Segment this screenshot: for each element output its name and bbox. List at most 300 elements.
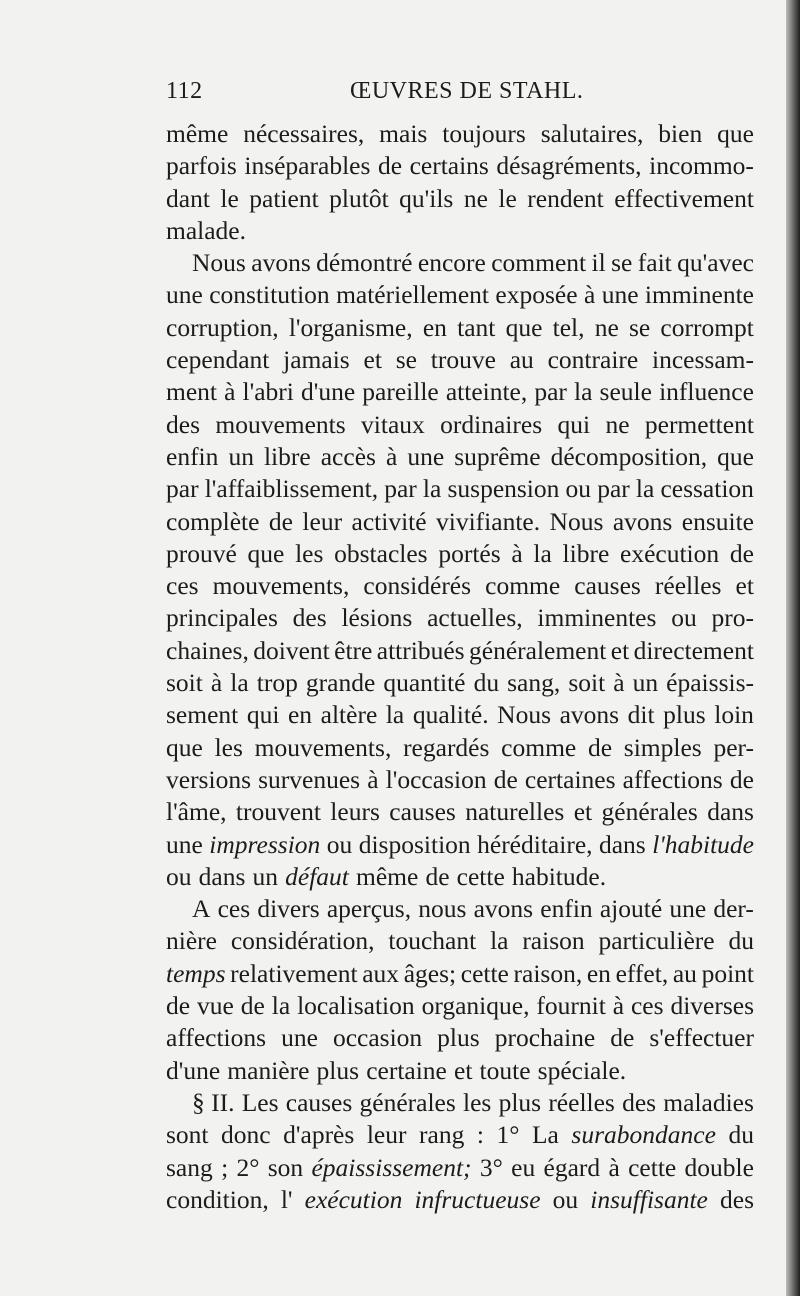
- word: naturelles: [465, 797, 565, 827]
- word: ensuite: [681, 506, 754, 536]
- word: les: [295, 538, 324, 568]
- word: pro-: [711, 603, 754, 633]
- word: mouvements: [215, 409, 346, 439]
- word: affections: [622, 764, 723, 794]
- word: à: [612, 991, 625, 1021]
- word: une: [166, 280, 203, 310]
- word: contraire: [547, 345, 639, 375]
- word: lésions: [341, 603, 413, 633]
- word: à: [613, 668, 625, 698]
- word: certaine: [366, 1055, 447, 1085]
- word: enfin: [540, 894, 593, 924]
- word: l'âme,: [166, 797, 227, 827]
- text-line: [166, 570, 754, 602]
- word: de: [240, 991, 265, 1021]
- word: avons: [251, 248, 311, 278]
- word: ;: [221, 1152, 229, 1182]
- word: une: [166, 829, 203, 859]
- word: localisation: [297, 991, 415, 1021]
- word: particulière: [598, 926, 715, 956]
- word: causes: [285, 1087, 353, 1117]
- word: de: [493, 764, 518, 794]
- word: plus: [663, 700, 706, 730]
- word: leur: [302, 506, 343, 536]
- word: la: [271, 991, 291, 1021]
- word: qu'avec: [677, 248, 754, 278]
- word: épaissis-: [666, 668, 754, 698]
- word: qui: [557, 409, 591, 439]
- italic-word: impression: [209, 829, 321, 859]
- word: comment: [491, 248, 587, 278]
- text-line: [166, 1119, 754, 1151]
- word: plus: [498, 1087, 542, 1117]
- word: soit: [166, 668, 203, 698]
- text-line: [166, 635, 754, 667]
- running-head: [166, 78, 756, 114]
- word: réelles: [654, 571, 722, 601]
- word: principales: [166, 603, 278, 633]
- word: l': [280, 1184, 293, 1214]
- word: générales: [359, 1087, 456, 1117]
- italic-word: temps: [166, 958, 226, 988]
- word: l'occasion: [385, 764, 487, 794]
- word: manière: [227, 1055, 310, 1085]
- word: suprême: [454, 441, 541, 471]
- word: activité: [351, 506, 427, 536]
- text-line: [166, 1087, 754, 1119]
- word: rendent: [527, 183, 604, 213]
- word: plutôt: [329, 183, 389, 213]
- word: Les: [241, 1087, 279, 1117]
- word: à: [583, 280, 596, 310]
- word: leurs: [330, 797, 380, 827]
- word: un: [252, 861, 278, 891]
- word: Nous: [192, 248, 246, 278]
- word: qui: [246, 700, 280, 730]
- word: du: [728, 926, 754, 956]
- word: obstacles: [334, 538, 428, 568]
- word: vue: [197, 991, 234, 1021]
- word: simples: [623, 732, 702, 762]
- word: altère: [320, 700, 378, 730]
- word: des: [292, 603, 327, 633]
- word: la: [490, 926, 509, 956]
- word: de: [610, 1023, 635, 1053]
- word: divers: [257, 894, 320, 924]
- word: la: [635, 474, 655, 504]
- word: trop: [256, 668, 298, 698]
- word: complète: [166, 506, 260, 536]
- word: par: [384, 474, 417, 504]
- word: jamais: [283, 345, 350, 375]
- word: le: [498, 183, 517, 213]
- word: ne: [594, 312, 619, 342]
- word: générales: [601, 797, 698, 827]
- word: habitude.: [511, 861, 607, 891]
- word: la: [533, 538, 552, 568]
- text-line: [166, 764, 754, 796]
- word: ou: [565, 474, 592, 504]
- word: prouvé: [166, 538, 237, 568]
- word: de: [587, 732, 613, 762]
- word: de: [377, 151, 403, 181]
- word: la: [230, 668, 249, 698]
- word: sang,: [507, 668, 561, 698]
- word: patient: [249, 183, 319, 213]
- word: fait: [637, 248, 672, 278]
- word: toute: [479, 1055, 531, 1085]
- word: leur: [366, 1120, 407, 1150]
- text-line: [166, 893, 754, 925]
- text-line: [166, 150, 754, 182]
- word: à: [367, 764, 379, 794]
- word: causes: [389, 797, 456, 827]
- word: atteinte,: [445, 377, 528, 407]
- word: exécution: [620, 538, 720, 568]
- word: qu'ils: [399, 183, 454, 213]
- text-line: [166, 1055, 754, 1087]
- word: certains: [409, 151, 489, 181]
- word: suspension: [447, 474, 560, 504]
- word: portés: [438, 538, 501, 568]
- word: effectivement: [614, 183, 754, 213]
- word: l'abri: [242, 377, 294, 407]
- word: survenues: [258, 764, 361, 794]
- text-line: [166, 861, 754, 893]
- running-title: ŒUVRES DE STAHL.: [350, 78, 584, 104]
- word: que: [717, 441, 754, 471]
- word: une: [669, 894, 707, 924]
- word: toujours: [442, 119, 526, 148]
- word: et: [735, 571, 754, 601]
- word: un: [632, 668, 659, 698]
- text-line: [166, 247, 754, 279]
- word: occasion: [332, 1023, 423, 1053]
- word: des: [720, 1184, 754, 1214]
- word: d'une: [166, 1055, 221, 1085]
- word: nécessaires,: [243, 119, 365, 148]
- word: 1°: [496, 1120, 520, 1150]
- word: d'après: [283, 1120, 355, 1150]
- word: une: [407, 441, 445, 471]
- word: mouvements,: [212, 571, 350, 601]
- word: sang: [166, 1152, 213, 1182]
- text-line: [166, 1152, 754, 1184]
- word: considération,: [230, 926, 375, 956]
- word: une: [281, 1023, 318, 1053]
- word: un: [228, 441, 254, 471]
- word: actuelles,: [427, 603, 523, 633]
- word: versions: [166, 764, 251, 794]
- word: dans: [598, 829, 646, 859]
- word: exposée: [495, 280, 578, 310]
- italic-word: exécution: [304, 1184, 403, 1214]
- word: rang: [419, 1120, 465, 1150]
- word: attribués: [376, 635, 465, 665]
- word: décomposition,: [550, 441, 708, 471]
- word: organique,: [421, 991, 530, 1021]
- word: de: [166, 991, 191, 1021]
- word: avons: [559, 700, 620, 730]
- word: se: [395, 345, 417, 375]
- text-line: [166, 376, 754, 408]
- word: des: [622, 1087, 657, 1117]
- word: influence: [659, 377, 754, 407]
- text-line: [166, 312, 754, 344]
- word: ou: [552, 1184, 579, 1214]
- word: prochaine: [494, 1023, 596, 1053]
- word: aux: [362, 958, 400, 988]
- word: :: [476, 1120, 484, 1150]
- word: la: [422, 474, 442, 504]
- word: soit: [568, 668, 606, 698]
- word: quantité: [383, 668, 466, 698]
- italic-word: l'habitude: [652, 829, 754, 859]
- word: s'effectuer: [649, 1023, 754, 1053]
- italic-word: surabondance: [571, 1120, 716, 1150]
- word: constitution: [209, 280, 330, 310]
- word: sement: [166, 700, 239, 730]
- word: plus: [316, 1055, 360, 1085]
- word: mouvements,: [254, 732, 392, 762]
- text-line: [166, 699, 754, 731]
- text-line: [166, 473, 754, 505]
- word: parfois: [166, 151, 237, 181]
- italic-word: infructueuse: [414, 1184, 541, 1214]
- word: libre: [263, 441, 311, 471]
- word: malade.: [166, 215, 246, 245]
- text-line: [166, 279, 754, 311]
- word: l'organisme,: [288, 312, 413, 342]
- text-line: [166, 538, 754, 570]
- word: vitaux: [361, 409, 425, 439]
- word: par: [597, 474, 630, 504]
- word: ces: [166, 571, 199, 601]
- word: l'affaiblissement,: [204, 474, 379, 504]
- text-line: [166, 1184, 754, 1216]
- word: ment: [166, 377, 217, 407]
- word: incessam-: [652, 345, 754, 375]
- word: der-: [713, 894, 754, 924]
- text-line: [166, 409, 754, 441]
- word: dans: [707, 797, 754, 827]
- word: le: [220, 183, 239, 213]
- word: ces: [217, 894, 251, 924]
- word: eu: [511, 1152, 536, 1182]
- text-line: [166, 990, 754, 1022]
- word: dant: [166, 183, 210, 213]
- word: plus: [437, 1023, 480, 1053]
- word: tant: [457, 312, 496, 342]
- word: diverses: [670, 991, 754, 1021]
- word: touchant: [388, 926, 477, 956]
- text-line: [166, 215, 754, 247]
- word: démontré: [316, 248, 413, 278]
- word: regardés: [403, 732, 490, 762]
- word: doivent: [253, 635, 330, 665]
- word: par: [534, 377, 567, 407]
- word: grande: [305, 668, 376, 698]
- word: la: [574, 377, 593, 407]
- word: de: [729, 764, 754, 794]
- word: considérés: [363, 571, 472, 601]
- word: à: [224, 377, 236, 407]
- word: et: [573, 797, 593, 827]
- word: trouvent: [235, 797, 321, 827]
- word: de: [425, 861, 450, 891]
- word: même: [166, 119, 229, 148]
- word: cette: [628, 1152, 677, 1182]
- word: ne: [463, 183, 488, 213]
- word: per-: [713, 732, 754, 762]
- word: se: [611, 248, 633, 278]
- word: dit: [627, 700, 655, 730]
- word: au: [672, 958, 697, 988]
- word: à: [608, 1152, 620, 1182]
- word: réelles: [548, 1087, 615, 1117]
- word: que: [247, 538, 285, 568]
- word: avons: [612, 506, 673, 536]
- word: cessation: [660, 474, 754, 504]
- text-line: [166, 344, 754, 376]
- word: que: [717, 119, 754, 148]
- word: maladies: [663, 1087, 754, 1117]
- word: libre: [562, 538, 610, 568]
- word: 2°: [236, 1152, 260, 1182]
- text-line: [166, 1022, 754, 1054]
- text-line: [166, 506, 754, 538]
- word: seule: [599, 377, 652, 407]
- word: désagréments,: [496, 151, 642, 181]
- word: A: [192, 894, 211, 924]
- word: tel,: [552, 312, 585, 342]
- word: sont: [166, 1120, 209, 1150]
- word: raison: [522, 926, 585, 956]
- word: même: [356, 861, 419, 891]
- word: point: [701, 958, 754, 988]
- word: trouve: [430, 345, 496, 375]
- word: par: [166, 474, 199, 504]
- word: causes: [574, 571, 641, 601]
- word: incommo-: [649, 151, 754, 181]
- word: âges;: [403, 958, 457, 988]
- word: ou: [166, 861, 192, 891]
- word: à: [210, 668, 223, 698]
- body-text: [166, 118, 754, 1216]
- text-line: [166, 829, 754, 861]
- word: condition,: [166, 1184, 269, 1214]
- word: se: [628, 312, 651, 342]
- word: ces: [630, 991, 664, 1021]
- word: de: [268, 506, 293, 536]
- word: comme: [485, 571, 561, 601]
- word: à: [511, 538, 523, 568]
- word: généralement: [469, 635, 607, 665]
- word: ou: [671, 603, 697, 633]
- word: en: [586, 958, 611, 988]
- word: certaines: [524, 764, 616, 794]
- word: en: [422, 312, 447, 342]
- word: il: [591, 248, 606, 278]
- word: en: [287, 700, 313, 730]
- word: nière: [166, 926, 217, 956]
- italic-word: insuffisante: [590, 1184, 708, 1214]
- word: corrompt: [660, 312, 754, 342]
- word: encore: [417, 248, 486, 278]
- word: matériellement: [336, 280, 489, 310]
- word: salutaires,: [540, 119, 644, 148]
- italic-word: épaississement;: [311, 1152, 472, 1182]
- word: cette: [460, 958, 509, 988]
- word: les: [463, 1087, 492, 1117]
- word: du: [728, 1120, 754, 1150]
- word: être: [334, 635, 373, 665]
- word: accès: [320, 441, 376, 471]
- word: raison,: [513, 958, 583, 988]
- word: que: [505, 312, 543, 342]
- word: mais: [379, 119, 428, 148]
- word: aperçus,: [326, 894, 412, 924]
- word: enfin: [166, 441, 219, 471]
- word: loin: [714, 700, 754, 730]
- word: dans: [198, 861, 246, 891]
- text-line: [166, 667, 754, 699]
- text-line: [166, 602, 754, 634]
- word: comme: [501, 732, 577, 762]
- word: effet,: [615, 958, 669, 988]
- word: pareille: [362, 377, 439, 407]
- word: ou: [326, 829, 353, 859]
- word: du: [473, 668, 500, 698]
- italic-word: défaut: [285, 861, 349, 891]
- word: ajouté: [599, 894, 663, 924]
- word: cependant: [166, 345, 270, 375]
- word: donc: [221, 1120, 271, 1150]
- word: La: [531, 1120, 559, 1150]
- word: Nous: [497, 700, 552, 730]
- word: relativement: [230, 958, 358, 988]
- word: spéciale.: [537, 1055, 627, 1085]
- text-line: [166, 118, 754, 150]
- word: nous: [418, 894, 467, 924]
- word: bien: [658, 119, 703, 148]
- word: qualité.: [412, 700, 489, 730]
- word: égard: [543, 1152, 601, 1182]
- page-edge: [786, 0, 800, 1296]
- word: affections: [166, 1023, 267, 1053]
- word: ne: [605, 409, 630, 439]
- word: imminentes: [537, 603, 657, 633]
- word: fournit: [536, 991, 606, 1021]
- word: et: [454, 1055, 473, 1085]
- word: et: [610, 635, 630, 665]
- word: les: [214, 732, 243, 762]
- word: avons: [473, 894, 534, 924]
- word: 3°: [479, 1152, 503, 1182]
- word: vivifiante.: [436, 506, 541, 536]
- word: d'une: [300, 377, 356, 407]
- word: permettent: [644, 409, 754, 439]
- text-line: [166, 796, 754, 828]
- word: et: [363, 345, 382, 375]
- word: double: [684, 1152, 754, 1182]
- word: des: [166, 409, 200, 439]
- word: son: [267, 1152, 304, 1182]
- text-line: [166, 958, 754, 990]
- word: ordinaires: [440, 409, 543, 439]
- word: imminente: [644, 280, 754, 310]
- page-number: 112: [166, 78, 203, 104]
